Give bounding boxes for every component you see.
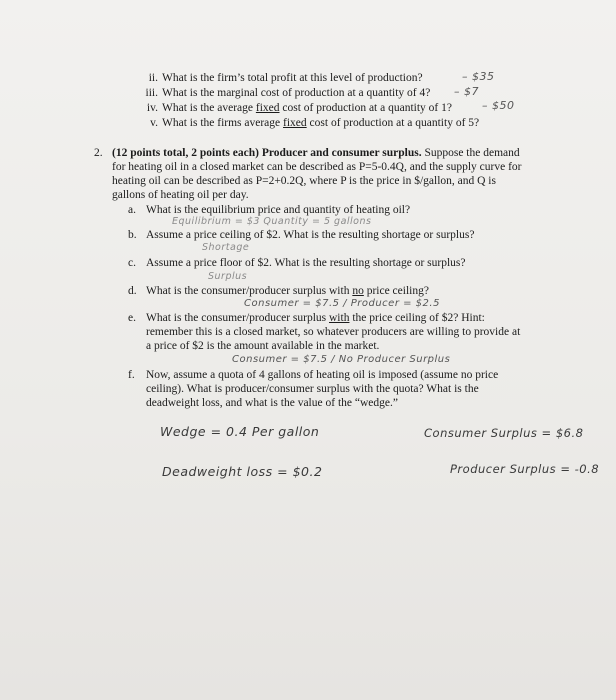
part-e-text-pre: What is the consumer/producer surplus bbox=[146, 312, 329, 324]
part-f-line-3: deadweight loss, and what is the value of the “wedge.” bbox=[146, 397, 398, 409]
part-f-label: f. bbox=[128, 369, 135, 381]
question-text: What is the marginal cost of production at a quantity of 4? bbox=[162, 87, 431, 99]
handwritten-answer: Shortage bbox=[202, 242, 250, 253]
q2-intro-line-3: heating oil can be described as P=2+0.2Q, where P is the price in $/gallon, and Q is bbox=[112, 175, 496, 187]
question-iv bbox=[146, 102, 452, 115]
part-f-line-1: Now, assume a quota of 4 gallons of heating oil is imposed (assume no price bbox=[146, 369, 499, 381]
part-f-line-2: ceiling). What is producer/consumer surplus with the quota? What is the bbox=[146, 383, 479, 395]
part-d-text-underlined: no bbox=[352, 285, 364, 297]
part-d-label: d. bbox=[128, 285, 137, 297]
part-d-text-pre: What is the consumer/producer surplus with bbox=[146, 285, 353, 297]
part-e-line-1 bbox=[146, 312, 485, 325]
part-d-text-post: price ceiling? bbox=[363, 285, 429, 297]
question-text-pre: What is the firms average bbox=[162, 117, 284, 129]
part-e-text-underlined: with bbox=[329, 312, 350, 324]
handwritten-consumer-surplus: Consumer Surplus = $6.8 bbox=[424, 426, 584, 440]
q2-title: (12 points total, 2 points each) Producer and consumer surplus. bbox=[112, 147, 422, 159]
question-text-underlined: fixed bbox=[283, 117, 307, 129]
q2-intro-line-1 bbox=[112, 147, 520, 160]
question-text-underlined: fixed bbox=[255, 102, 280, 114]
part-c-label: c. bbox=[128, 257, 136, 269]
part-b-text: Assume a price ceiling of $2. What is the resulting shortage or surplus? bbox=[146, 229, 475, 241]
question-iii bbox=[145, 87, 431, 100]
q2-intro-text: Suppose the demand bbox=[421, 147, 520, 159]
question-text-pre: What is the average bbox=[162, 102, 256, 114]
part-a-text: What is the equilibrium price and quantity of heating oil? bbox=[146, 204, 411, 216]
handwritten-answer: Surplus bbox=[208, 271, 248, 282]
handwritten-answer: – $7 bbox=[454, 85, 479, 98]
handwritten-deadweight-loss: Deadweight loss = $0.2 bbox=[162, 464, 323, 479]
question-text: What is the firm’s total profit at this level of production? bbox=[162, 72, 423, 84]
handwritten-answer: Equilibrium = $3 Quantity = 5 gallons bbox=[172, 216, 372, 227]
q2-number: 2. bbox=[94, 147, 103, 159]
handwritten-answer: Consumer = $7.5 / No Producer Surplus bbox=[232, 354, 451, 365]
question-number: iv. bbox=[146, 102, 158, 114]
question-number: v. bbox=[150, 117, 158, 129]
question-text-post: cost of production at a quantity of 5? bbox=[306, 117, 480, 129]
part-e-line-3: a price of $2 is the amount available in the market. bbox=[146, 340, 380, 352]
handwritten-producer-surplus: Producer Surplus = -0.8 bbox=[450, 462, 600, 476]
handwritten-answer: – $35 bbox=[462, 70, 495, 83]
q2-intro-line-4: gallons of heating oil per day. bbox=[112, 189, 249, 201]
part-c-text: Assume a price floor of $2. What is the resulting shortage or surplus? bbox=[146, 257, 466, 269]
question-number: iii. bbox=[145, 87, 158, 99]
part-e-label: e. bbox=[128, 312, 136, 324]
q2-intro-line-2: for heating oil in a closed market can be described as P=5-0.4Q, and the supply curve for bbox=[112, 161, 522, 173]
question-text-post: cost of production at a quantity of 1? bbox=[279, 102, 452, 114]
question-v bbox=[150, 117, 480, 130]
question-number: ii. bbox=[148, 72, 158, 84]
handwritten-answer: – $50 bbox=[482, 99, 515, 112]
handwritten-wedge: Wedge = 0.4 Per gallon bbox=[160, 424, 320, 439]
part-e-text-post: the price ceiling of $2? Hint: bbox=[349, 312, 485, 324]
part-a-label: a. bbox=[128, 204, 136, 216]
part-b-label: b. bbox=[128, 229, 137, 241]
handwritten-answer: Consumer = $7.5 / Producer = $2.5 bbox=[244, 298, 440, 309]
part-e-line-2: remember this is a closed market, so whatever producers are willing to provide at bbox=[146, 326, 521, 338]
question-ii bbox=[148, 72, 423, 85]
part-d-text bbox=[146, 285, 429, 298]
